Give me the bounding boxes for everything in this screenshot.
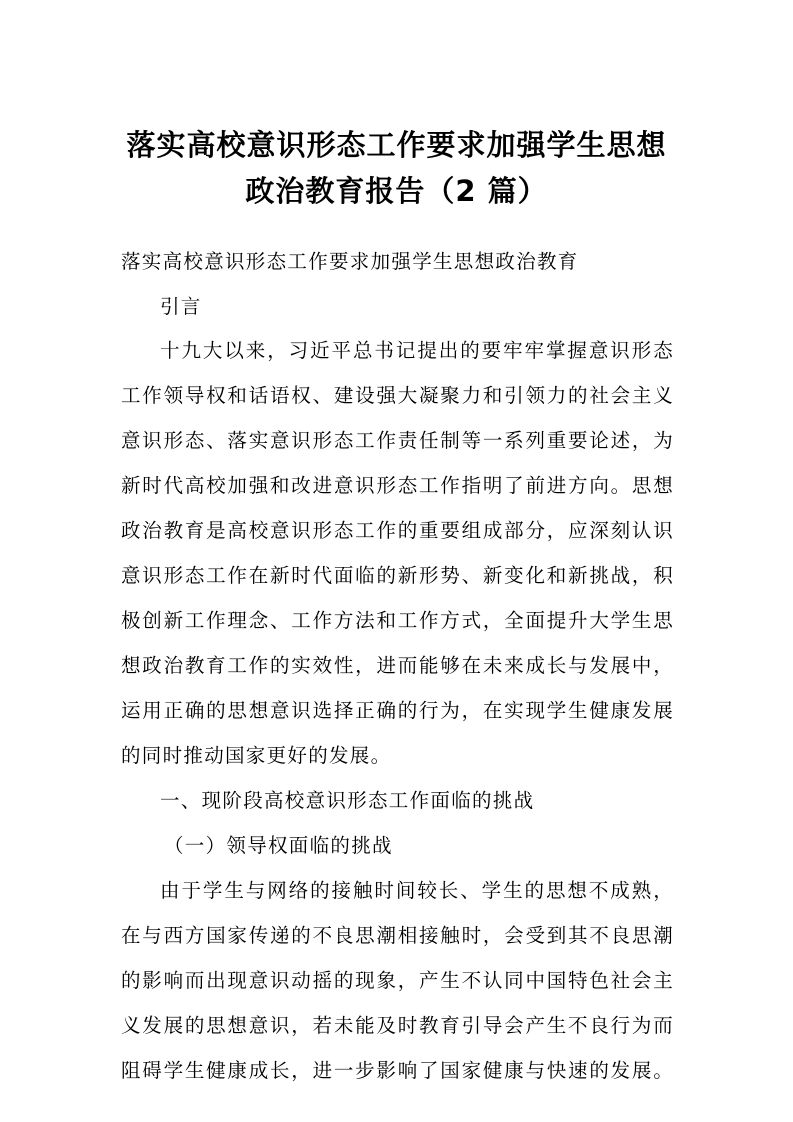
paragraph1-line: 极创新工作理念、工作方法和工作方式，全面提升大学生思	[121, 609, 674, 632]
paragraph2-line: 阻碍学生健康成长，进一步影响了国家健康与快速的发展。	[121, 1059, 674, 1082]
paragraph1-line: 意识形态、落实意识形态工作责任制等一系列重要论述，为	[121, 429, 674, 452]
document-subtitle: 落实高校意识形态工作要求加强学生思想政治教育	[121, 250, 579, 273]
paragraph1-line: 十九大以来，习近平总书记提出的要牢牢掌握意识形态	[160, 339, 674, 362]
paragraph1-line: 政治教育是高校意识形态工作的重要组成部分，应深刻认识	[121, 519, 674, 542]
paragraph2-line: 在与西方国家传递的不良思潮相接触时，会受到其不良思潮	[121, 924, 674, 947]
paragraph1-line: 工作领导权和话语权、建设强大凝聚力和引领力的社会主义	[121, 384, 674, 407]
intro-heading: 引言	[160, 295, 202, 318]
paragraph2-line: 的影响而出现意识动摇的现象，产生不认同中国特色社会主	[121, 969, 674, 992]
paragraph1-line: 新时代高校加强和改进意识形态工作指明了前进方向。思想	[121, 474, 674, 497]
document-title-line-1: 落实高校意识形态工作要求加强学生思想	[126, 128, 667, 162]
subsection1-heading: （一）领导权面临的挑战	[164, 834, 393, 857]
paragraph1-line: 想政治教育工作的实效性，进而能够在未来成长与发展中，	[121, 654, 674, 677]
section1-heading: 一、现阶段高校意识形态工作面临的挑战	[160, 789, 535, 812]
paragraph1-line: 意识形态工作在新时代面临的新形势、新变化和新挑战，积	[121, 564, 674, 587]
paragraph2-line: 义发展的思想意识，若未能及时教育引导会产生不良行为而	[121, 1014, 674, 1037]
document-title-line-2: 政治教育报告（2 篇）	[245, 174, 548, 208]
paragraph1-line: 运用正确的思想意识选择正确的行为，在实现学生健康发展	[121, 699, 674, 722]
paragraph2-line: 由于学生与网络的接触时间较长、学生的思想不成熟，	[160, 879, 674, 902]
paragraph1-line: 的同时推动国家更好的发展。	[121, 744, 392, 767]
